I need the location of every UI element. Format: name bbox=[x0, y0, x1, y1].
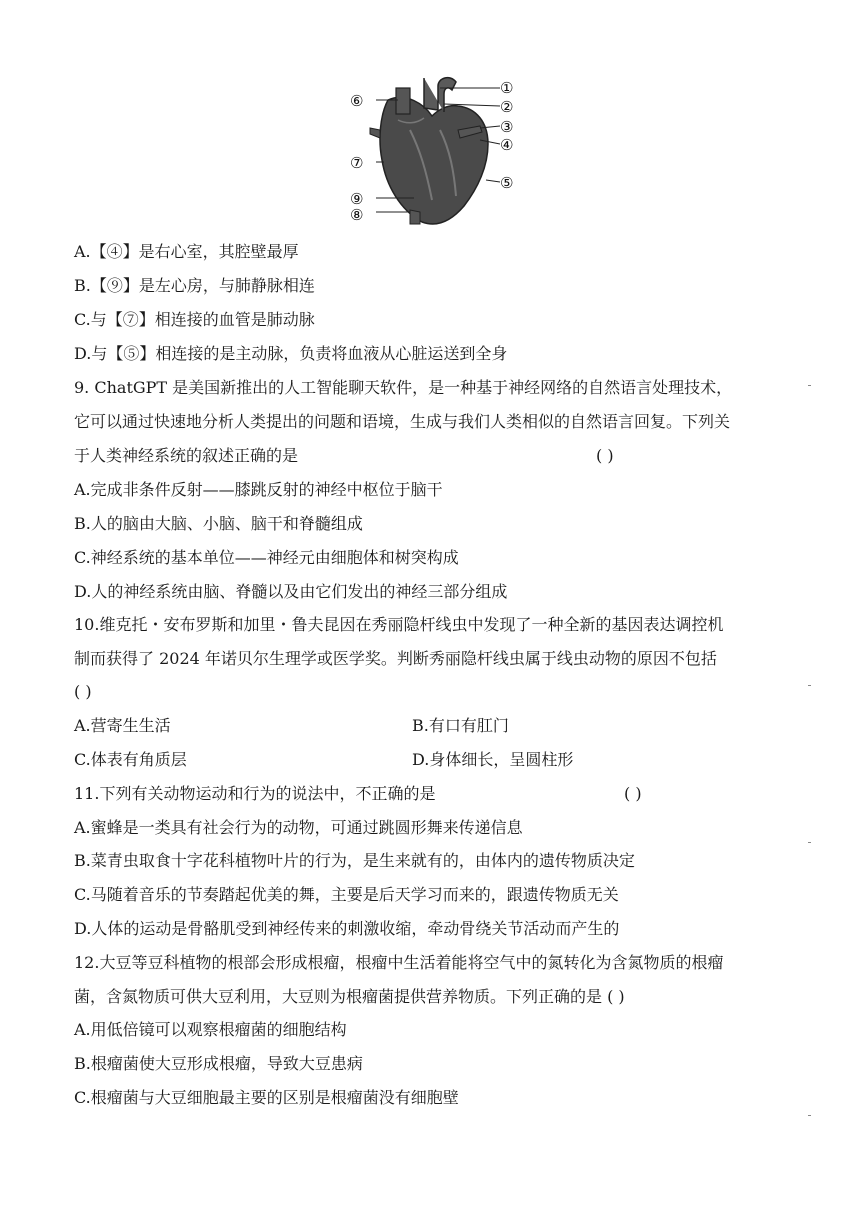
q11-option-b: B.菜青虫取食十字花科植物叶片的行为，是生来就有的，由体内的遗传物质决定 bbox=[74, 851, 635, 870]
q12-option-c: C.根瘤菌与大豆细胞最主要的区别是根瘤菌没有细胞壁 bbox=[74, 1088, 459, 1107]
q9-option-d: D.人的神经系统由脑、脊髓以及由它们发出的神经三部分组成 bbox=[74, 582, 508, 601]
label-1: ① bbox=[500, 79, 514, 97]
edge-mark bbox=[808, 385, 811, 386]
label-2: ② bbox=[500, 98, 514, 116]
q9-option-a: A.完成非条件反射——膝跳反射的神经中枢位于脑干 bbox=[74, 480, 443, 499]
q8-option-b: B.【⑨】是左心房，与肺静脉相连 bbox=[74, 276, 315, 295]
label-3: ③ bbox=[500, 118, 514, 136]
q9-stem-line-3: 于人类神经系统的叙述正确的是 bbox=[74, 446, 299, 465]
label-4: ④ bbox=[500, 136, 514, 154]
q10-option-a: A.营寄生生活 bbox=[74, 716, 171, 735]
q10-answer-paren: ( ) bbox=[74, 682, 92, 701]
q10-option-c: C.体表有角质层 bbox=[74, 750, 187, 769]
q9-answer-paren: ( ) bbox=[596, 446, 614, 465]
edge-mark bbox=[808, 685, 811, 686]
q11-option-c: C.马随着音乐的节奏踏起优美的舞，主要是后天学习而来的，跟遗传物质无关 bbox=[74, 885, 619, 904]
label-6: ⑥ bbox=[350, 92, 364, 110]
q11-option-a: A.蜜蜂是一类具有社会行为的动物，可通过跳圆形舞来传递信息 bbox=[74, 818, 523, 837]
q9-option-b: B.人的脑由大脑、小脑、脑干和脊髓组成 bbox=[74, 514, 363, 533]
q12-stem-line-2: 菌，含氮物质可供大豆利用，大豆则为根瘤菌提供营养物质。下列正确的是 ( ) bbox=[74, 987, 625, 1006]
q11-answer-paren: ( ) bbox=[624, 784, 642, 803]
heart-diagram bbox=[340, 60, 530, 230]
edge-mark bbox=[808, 842, 811, 843]
q12-option-b: B.根瘤菌使大豆形成根瘤，导致大豆患病 bbox=[74, 1054, 363, 1073]
q11-option-d: D.人体的运动是骨骼肌受到神经传来的刺激收缩，牵动骨绕关节活动而产生的 bbox=[74, 919, 620, 938]
q12-stem-line-1: 12.大豆等豆科植物的根部会形成根瘤，根瘤中生活着能将空气中的氮转化为含氮物质的根瘤 bbox=[74, 953, 724, 972]
q9-option-c: C.神经系统的基本单位——神经元由细胞体和树突构成 bbox=[74, 548, 459, 567]
q8-option-d: D.与【⑤】相连接的是主动脉，负责将血液从心脏运送到全身 bbox=[74, 344, 508, 363]
q10-stem-line-2: 制而获得了 2024 年诺贝尔生理学或医学奖。判断秀丽隐杆线虫属于线虫动物的原因不包括 bbox=[74, 649, 717, 668]
edge-mark bbox=[808, 1115, 811, 1116]
q8-option-a: A.【④】是右心室，其腔壁最厚 bbox=[74, 242, 299, 261]
label-5: ⑤ bbox=[500, 174, 514, 192]
q8-option-c: C.与【⑦】相连接的血管是肺动脉 bbox=[74, 310, 315, 329]
q12-option-a: A.用低倍镜可以观察根瘤菌的细胞结构 bbox=[74, 1020, 347, 1039]
label-9: ⑨ bbox=[350, 190, 364, 208]
label-8: ⑧ bbox=[350, 206, 364, 224]
label-7: ⑦ bbox=[350, 154, 364, 172]
q10-stem-line-1: 10.维克托・安布罗斯和加里・鲁夫昆因在秀丽隐杆线虫中发现了一种全新的基因表达调控机 bbox=[74, 615, 724, 634]
q10-option-d: D.身体细长，呈圆柱形 bbox=[412, 750, 574, 769]
q11-stem: 11.下列有关动物运动和行为的说法中，不正确的是 bbox=[74, 784, 436, 803]
q10-option-b: B.有口有肛门 bbox=[412, 716, 509, 735]
q9-stem-line-2: 它可以通过快速地分析人类提出的问题和语境，生成与我们人类相似的自然语言回复。下列关 bbox=[74, 412, 731, 431]
q9-stem-line-1: 9. ChatGPT 是美国新推出的人工智能聊天软件，是一种基于神经网络的自然语言处理技术， bbox=[74, 378, 733, 397]
